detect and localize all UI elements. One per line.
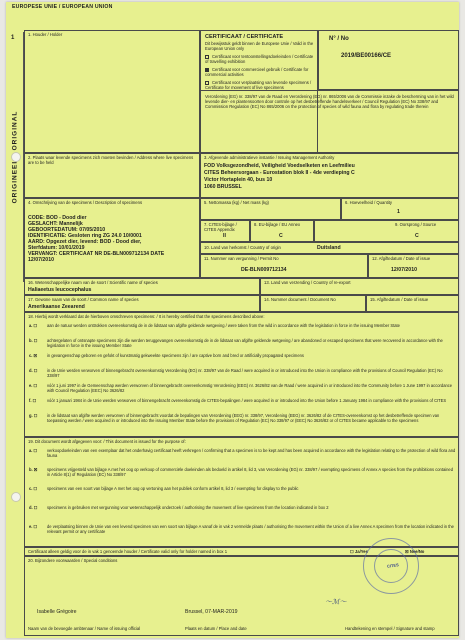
place-date-label: Plaats en datum / Place and date	[185, 626, 247, 631]
official-name: Isabelle Grégoire	[37, 609, 77, 615]
option-commercial[interactable]: Certificaat voor commercieel gebruik / Certificate for commercial activities	[205, 67, 309, 77]
description-line-3: GEBOORTEDATUM: 07/05/2010	[28, 227, 106, 233]
description-line-2: GESLACHT: Mannelijk	[28, 221, 83, 227]
common-name-box	[24, 295, 260, 312]
certificate-title: CERTIFICAAT / CERTIFICATE	[205, 34, 284, 40]
signature-stamp-label: Handtekening en stempel / Signature and stamp	[345, 626, 435, 631]
document-number-box	[260, 295, 366, 312]
permit-number-box	[200, 254, 368, 278]
validity-heading: Dit bewijsstuk geldt binnen de Europese Unie / Valid in the European Union only	[205, 41, 314, 51]
document-date-box	[366, 295, 459, 312]
description-line-5: AARD: Opgezet dier, levend: BOD - Dood dier,	[28, 239, 142, 245]
eu-annex-box	[250, 220, 314, 242]
issuing-authority-label: 3. Afgevende administratieve instantie / Issuing Management Authority	[204, 155, 335, 160]
quantity-value: 1	[397, 209, 400, 215]
scientific-name-box	[24, 278, 260, 295]
cites-appendix-label: 7. CITES-bijlage / CITES Appendix	[204, 222, 237, 232]
option-movement[interactable]: Certificaat voor verplaatsing van levende specimens / Certificate for movement of live specimens	[205, 80, 312, 90]
certification-option-a[interactable]: a. ☐ aan de natuur werden onttrokken overeenkomstig de in de lidstaat van afgifte geldende wetgeving / were taken from the wild in accordance with the legislation in force in the issuing Member State	[29, 323, 400, 328]
description-line-4: IDENTIFICATIE: Gesloten ring ZG 24.0 10/0001	[28, 233, 142, 239]
common-name-value: Amerikaanse Zeearend	[28, 304, 85, 310]
certification-box	[24, 312, 459, 437]
certification-option-g[interactable]: g. ☐ in de lidstaat van afgifte werden verworven of binnengebracht voordat de bepalingen van Verordening (EEG) nr. 338/97, Verordening (EEG) nr. 3626/82 of de CITES-overeenkomst op het desbetreffende specimen van toepassing werden / were acquired in or introduced into the issuing Member State before the provisions of Regulation (EC) No 338/97 or (EEC) No 3626/82 or of CITES became applicable to the specimens	[29, 413, 440, 423]
authority-line-2: CITES Beheersorgaan - Eurostation blok II - 4de verdieping C	[204, 170, 355, 176]
condition-yes[interactable]: ☐ Ja/Yes	[350, 549, 368, 554]
authority-line-3: Victor Hortaplein 40, bus 10	[204, 177, 273, 183]
official-name-label: Naam van de bevoegde ambtenaar / Name of issuing official	[28, 626, 141, 631]
certification-label: 18. Hierbij wordt verklaard dat de hierboven omschreven specimens: / It is hereby certified that the specimens described above:	[28, 314, 265, 319]
issuing-authority-box	[200, 153, 459, 198]
authority-line-1: FOD Volksgezondheid, Veiligheid Voedselketen en Leefmilieu	[204, 163, 355, 169]
description-line-1: CODE: BOD - Dood dier	[28, 215, 87, 221]
description-box	[24, 198, 200, 278]
purpose-option-b[interactable]: b. ☒ specimens vrijgesteld van bijlage A met het oog op verkoop of commerciële doeleinden als bedoeld in artikel 8, lid 3, van Verordening (EG) nr. 338/97 / exempting specimens of Annex A species from the prohibitions contained in Article 8(1) of Regulation (EC) No 338/97	[29, 467, 453, 477]
certification-option-b[interactable]: b. ☐ achtergelaten of ontsnapte specimens zijn die werden teruggevangen overeenkomstig de in de lidstaat van afgifte geldende wetgeving / are abandoned or escaped specimens that were recovered in accordance with the legislation in force in the issuing Member State	[29, 338, 443, 348]
country-origin-value: Duitsland	[317, 245, 341, 251]
reexport-country-box	[260, 278, 459, 295]
permit-date-label: 12. Afgiftedatum / Date of issue	[372, 256, 431, 261]
document-number-label: 14. Nummer document / Document No	[264, 297, 336, 302]
purpose-option-e[interactable]: e. ☐ de verplaatsing binnen de Unie van een levend specimen van een soort van bijlage A vanaf de in vak 2 vermelde plaats / authorising the movement within the Union of a live Annex A specimen from the location indicated in the relevant permit or any certificate	[29, 524, 454, 534]
punch-hole-icon	[11, 492, 21, 502]
description-line-7: VERVANGT: CERTIFICAAT NR DE-BLN009712134 DATE	[28, 251, 165, 257]
purpose-box	[24, 437, 459, 547]
common-name-label: 17. Gewone naam van de soort / Common name of species	[28, 297, 139, 302]
purpose-option-d[interactable]: d. ☐ specimens in gebruiken met vergunning voor wetenschappelijk onderzoek / authorising the movement of live specimens from the location indicated in box 2	[29, 505, 329, 510]
place-date: Brussel, 07-MAR-2019	[185, 609, 238, 615]
cert-number-label: N° / No	[329, 36, 349, 42]
permit-date-box	[368, 254, 459, 278]
document-date-label: 15. Afgiftedatum / Date of issue	[370, 297, 429, 302]
box-number-1: 1	[11, 35, 15, 41]
condition-no[interactable]: ☒ Nee/No	[405, 549, 425, 554]
country-origin-box	[200, 242, 459, 254]
location-box	[24, 153, 200, 198]
eu-annex-label: 8. EU-bijlage / EU Annex	[254, 222, 301, 227]
certificate-sheet	[6, 2, 459, 638]
regulation-text: Verordening (EG) nr. 338/97 van de Raad en Verordening (EG) nr. 865/2006 van de Commissie inzake de bescherming van in het wild levende dier- en plantensoorten door controle op het desbetreffende handelsverkeer / Council Regulation (EC) No 338/97 and Commission Regulation (EC) No 865/2006 on the protection of species of wild fauna and flora by regulating trade therein	[205, 94, 454, 109]
net-mass-label: 5. Nettomassa (kg) / Net mass (kg)	[204, 200, 269, 205]
scientific-name-label: 16. Wetenschappelijke naam van de soort / Scientific name of species	[28, 280, 158, 285]
source-label: 9. Oorsprong / Source	[395, 222, 437, 227]
location-label: 2. Plaats waar levende specimens zich moeten bevinden / Address where live specimens are to be held	[28, 155, 194, 165]
purpose-option-a[interactable]: a. ☐ verkoopdoeleinden van een exemplaar dat het onderhavig certificaat heeft verkregen / confirming that a specimen is to be kept and has been acquired in accordance with the legislation relating to the protection of wild flora and fauna	[29, 448, 456, 458]
handwritten-signature: 〜ℳ〜	[325, 599, 347, 606]
holder-box	[11, 30, 200, 153]
special-conditions-label: 20. Bijzondere voorwaarden / Special conditions	[28, 558, 118, 563]
permit-date-value: 12/07/2010	[391, 267, 417, 273]
permit-number-value: DE-BLN009712134	[241, 267, 287, 273]
quantity-box	[341, 198, 459, 220]
holder-label: 1. Houder / Holder	[28, 32, 63, 37]
description-label: 4. Omschrijving van de specimens / Description of specimens	[28, 200, 143, 205]
country-origin-label: 10. Land van herkomst / Country of origin	[204, 245, 281, 250]
authority-line-4: 1060 BRUSSEL	[204, 184, 242, 190]
quantity-label: 6. Hoeveelheid / Quantity	[345, 200, 393, 205]
certification-option-c[interactable]: c. ☒ in gevangenschap geboren en gefokt of kunstmatig gekweekte specimens zijn / are captive born and bred or artificially propagated specimens	[29, 353, 304, 358]
scientific-name-value: Haliaeetus leucocephalus	[28, 287, 92, 293]
certification-option-f[interactable]: f. ☐ vóór 1 januari 1984 in de Unie werden verworven of binnengebracht overeenkomstig de CITES-bepalingen / were acquired in or introduced into the Union before 1 January 1984 in compliance with the provisions of CITES	[29, 398, 447, 403]
union-title: EUROPESE UNIE / EUROPEAN UNION	[12, 4, 113, 10]
description-line-6: Sterfdatum: 10/01/2019	[28, 245, 85, 251]
purpose-label: 19. Dit document wordt afgegeven voor: / This document is issued for the purpose of:	[28, 439, 186, 444]
holder-condition-label: Certificaat alleen geldig voor de in vak 1 genoemde houder / Certificate valid only for holder named in box 1	[28, 549, 228, 554]
source-box	[314, 220, 459, 242]
cert-number: 2019/BE00166/CE	[341, 53, 392, 59]
source-value: C	[415, 233, 419, 239]
option-exhibition[interactable]: Certificaat voor tentoonstellingsdoeleinden / Certificate of travelling exhibition	[205, 54, 314, 64]
eu-annex-value: C	[279, 233, 283, 239]
certification-option-e[interactable]: e. ☐ vóór 1 juni 1997 in de Gemeenschap werden verworven of binnengebracht overeenkomstig Verordening (EEG) nr. 3626/82 van de Raad / were acquired in or introduced into the Community before 1 June 1997 in accordance with Council Regulation (EEC) No 3626/82	[29, 383, 453, 393]
purpose-option-c[interactable]: c. ☐ specimens van een soort van bijlage A met het oog op vertoning aan het publiek conform artikel 8, lid 3 / exempting for display to the public	[29, 486, 299, 491]
permit-number-label: 11. Nummer van vergunning / Permit No	[204, 256, 279, 261]
reexport-country-label: 13. Land van verzending / Country of re-export	[264, 280, 351, 285]
description-line-8: 12/07/2010	[28, 257, 54, 263]
punch-hole-icon	[11, 152, 21, 162]
net-mass-box	[200, 198, 341, 220]
cites-appendix-value: II	[223, 233, 226, 239]
certificate-number-box	[318, 30, 459, 90]
regulation-box	[200, 90, 459, 153]
stamp-text: CITES	[386, 562, 400, 569]
certification-option-d[interactable]: d. ☐ in de Unie werden verworven of binnengebracht overeenkomstig Verordening (EG) nr. 338/97 van de Raad / were acquired in or introduced into the Union in compliance with the provisions of Council Regulation (EC) No 338/97	[29, 368, 443, 378]
cites-appendix-box	[200, 220, 250, 242]
